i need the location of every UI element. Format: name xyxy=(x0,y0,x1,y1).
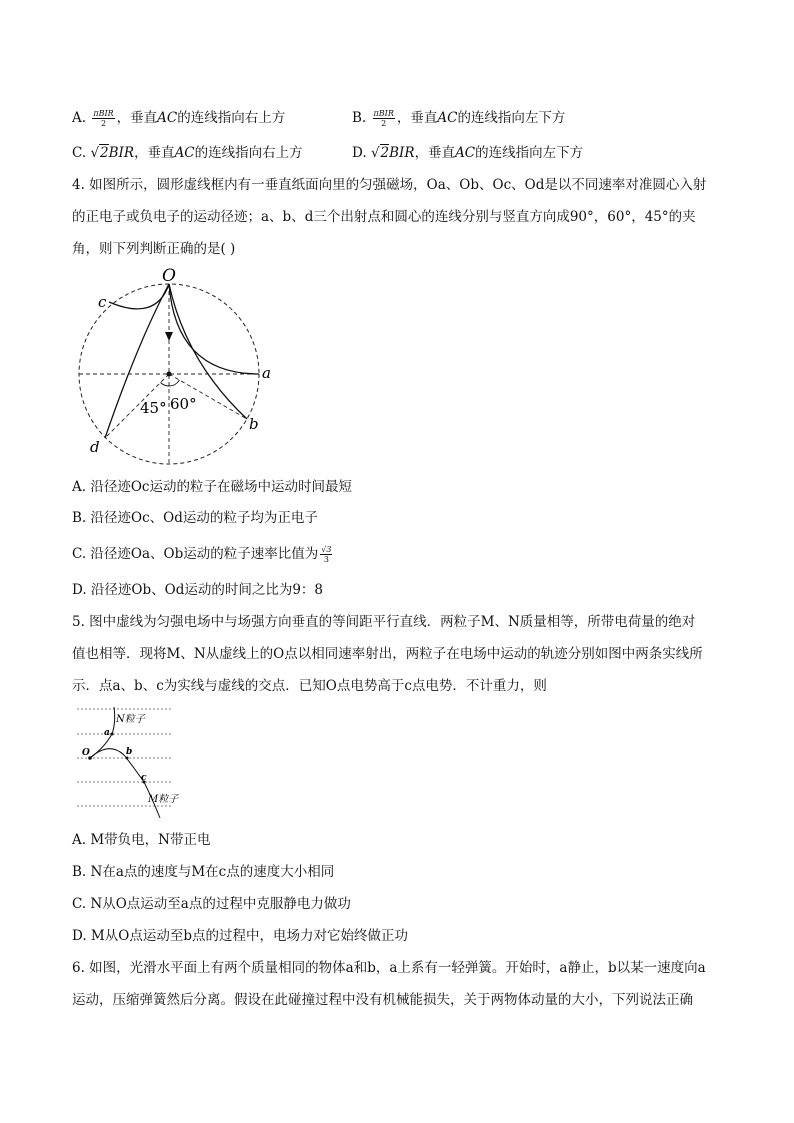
angle-label-60: 60° xyxy=(170,395,197,413)
q4-option-a: A. 沿径迹Oc运动的粒子在磁场中运动时间最短 xyxy=(72,479,352,495)
point-a xyxy=(111,733,114,736)
trajectory-m xyxy=(90,749,160,818)
math-var: AC xyxy=(437,110,458,126)
q5-option-c: C. N从O点运动至a点的过程中克服静电力做功 xyxy=(72,896,351,912)
label-m-particle: M粒子 xyxy=(148,794,179,805)
option-text: ，垂直 xyxy=(134,145,175,161)
angle-arc-60 xyxy=(169,380,179,386)
option-text: 的连线指向右上方 xyxy=(194,145,303,161)
angle-arc-45 xyxy=(161,383,170,387)
q4-option-b: B. 沿径迹Oc、Od运动的粒子均为正电子 xyxy=(72,510,318,526)
option-text: 的连线指向左下方 xyxy=(475,145,584,161)
label-b: b xyxy=(249,415,259,433)
fraction-numerator: πBIR xyxy=(93,109,114,118)
label-c: c xyxy=(141,773,147,783)
fraction-denominator: 2 xyxy=(100,119,107,128)
fraction-numerator: √3 xyxy=(321,545,332,554)
radicand: 2 xyxy=(100,145,109,161)
option-letter: C. xyxy=(72,145,87,161)
q4-stem-line-1: 4. 如图所示，圆形虚线框内有一垂直纸面向里的匀强磁场，Oa、Ob、Oc、Od是以不同速率对准圆心入射 xyxy=(72,177,707,193)
radicand: 2 xyxy=(380,145,390,161)
center-point xyxy=(167,372,172,377)
q4-stem-line-3: 角，则下列判断正确的是( ) xyxy=(72,241,236,257)
label-c: c xyxy=(98,293,107,311)
q5-option-a: A. M带负电，N带正电 xyxy=(72,832,211,848)
fraction xyxy=(373,109,395,128)
fraction xyxy=(92,109,114,128)
q3-option-a xyxy=(72,108,285,128)
math-var: AC xyxy=(157,110,178,126)
label-o: O xyxy=(162,266,176,286)
option-text: 的连线指向右上方 xyxy=(177,110,286,126)
option-text: ，垂直 xyxy=(116,110,158,126)
math-var: BIR xyxy=(389,145,415,161)
q5-stem-line-2: 值也相等．现将M、N从虚线上的O点以相同速率射出，两粒子在电场中运动的轨迹分别如图中两条实线所 xyxy=(72,646,703,662)
q4-magnetic-field-figure xyxy=(76,262,276,468)
trajectory-oc xyxy=(109,284,169,309)
q5-option-b: B. N在a点的速度与M在c点的速度大小相同 xyxy=(72,864,335,880)
label-d: d xyxy=(90,438,100,456)
q5-option-d: D. M从O点运动至b点的过程中，电场力对它始终做正功 xyxy=(72,928,408,944)
math-var: AC xyxy=(174,145,195,161)
q4-option-d: D. 沿径迹Ob、Od运动的时间之比为9：8 xyxy=(72,582,324,598)
q5-electric-field-figure xyxy=(74,703,194,821)
q5-stem-line-3: 示．点a、b、c为实线与虚线的交点．已知O点电势高于c点电势．不计重力，则 xyxy=(72,678,547,694)
q6-stem-line-1: 6. 如图，光滑水平面上有两个质量相同的物体a和b，a上系有一轻弹簧。开始时，a静止，b以某一速度向a xyxy=(72,960,706,976)
option-letter: D. xyxy=(352,145,367,161)
math-var: BIR xyxy=(108,145,135,161)
q5-stem-line-1: 5. 图中虚线为匀强电场中与场强方向垂直的等间距平行直线．两粒子M、N质量相等，所带电荷量的绝对 xyxy=(72,614,696,630)
q3-option-b xyxy=(352,108,565,128)
option-letter: A. xyxy=(72,110,87,126)
label-o: O xyxy=(82,748,90,758)
label-n-particle: N粒子 xyxy=(116,714,145,725)
angle-label-45: 45° xyxy=(140,399,167,417)
sqrt-sign: √ xyxy=(370,145,380,161)
fraction-denominator: 2 xyxy=(381,119,387,128)
option-text: 的连线指向左下方 xyxy=(457,110,566,126)
label-a: a xyxy=(104,728,110,738)
q6-stem-line-2: 运动，压缩弹簧然后分离。假设在此碰撞过程中没有机械能损失，关于两物体动量的大小，下列说法正确 xyxy=(72,992,693,1008)
q4-option-c xyxy=(72,544,334,564)
fraction-numerator: πBIR xyxy=(373,109,394,118)
sqrt-expr xyxy=(90,144,108,161)
q4-stem-line-2: 的正电子或负电子的运动径迹；a、b、d三个出射点和圆心的连线分别与竖直方向成90°，60°，45°的夹 xyxy=(72,209,696,225)
sqrt-sign: √ xyxy=(90,145,100,161)
q3-option-c xyxy=(72,143,303,163)
q3-option-d xyxy=(352,143,583,163)
option-text: ，垂直 xyxy=(414,145,456,161)
label-b: b xyxy=(126,747,133,757)
math-var: AC xyxy=(455,145,476,161)
fraction xyxy=(320,545,332,564)
sqrt-expr xyxy=(371,144,389,161)
option-text: C. 沿径迹Oa、Ob运动的粒子速率比值为 xyxy=(72,546,319,562)
option-letter: B. xyxy=(352,110,367,126)
fraction-denominator: 3 xyxy=(323,555,329,564)
direction-arrow-icon xyxy=(165,332,173,341)
option-text: ，垂直 xyxy=(396,110,438,126)
label-a: a xyxy=(262,364,271,382)
